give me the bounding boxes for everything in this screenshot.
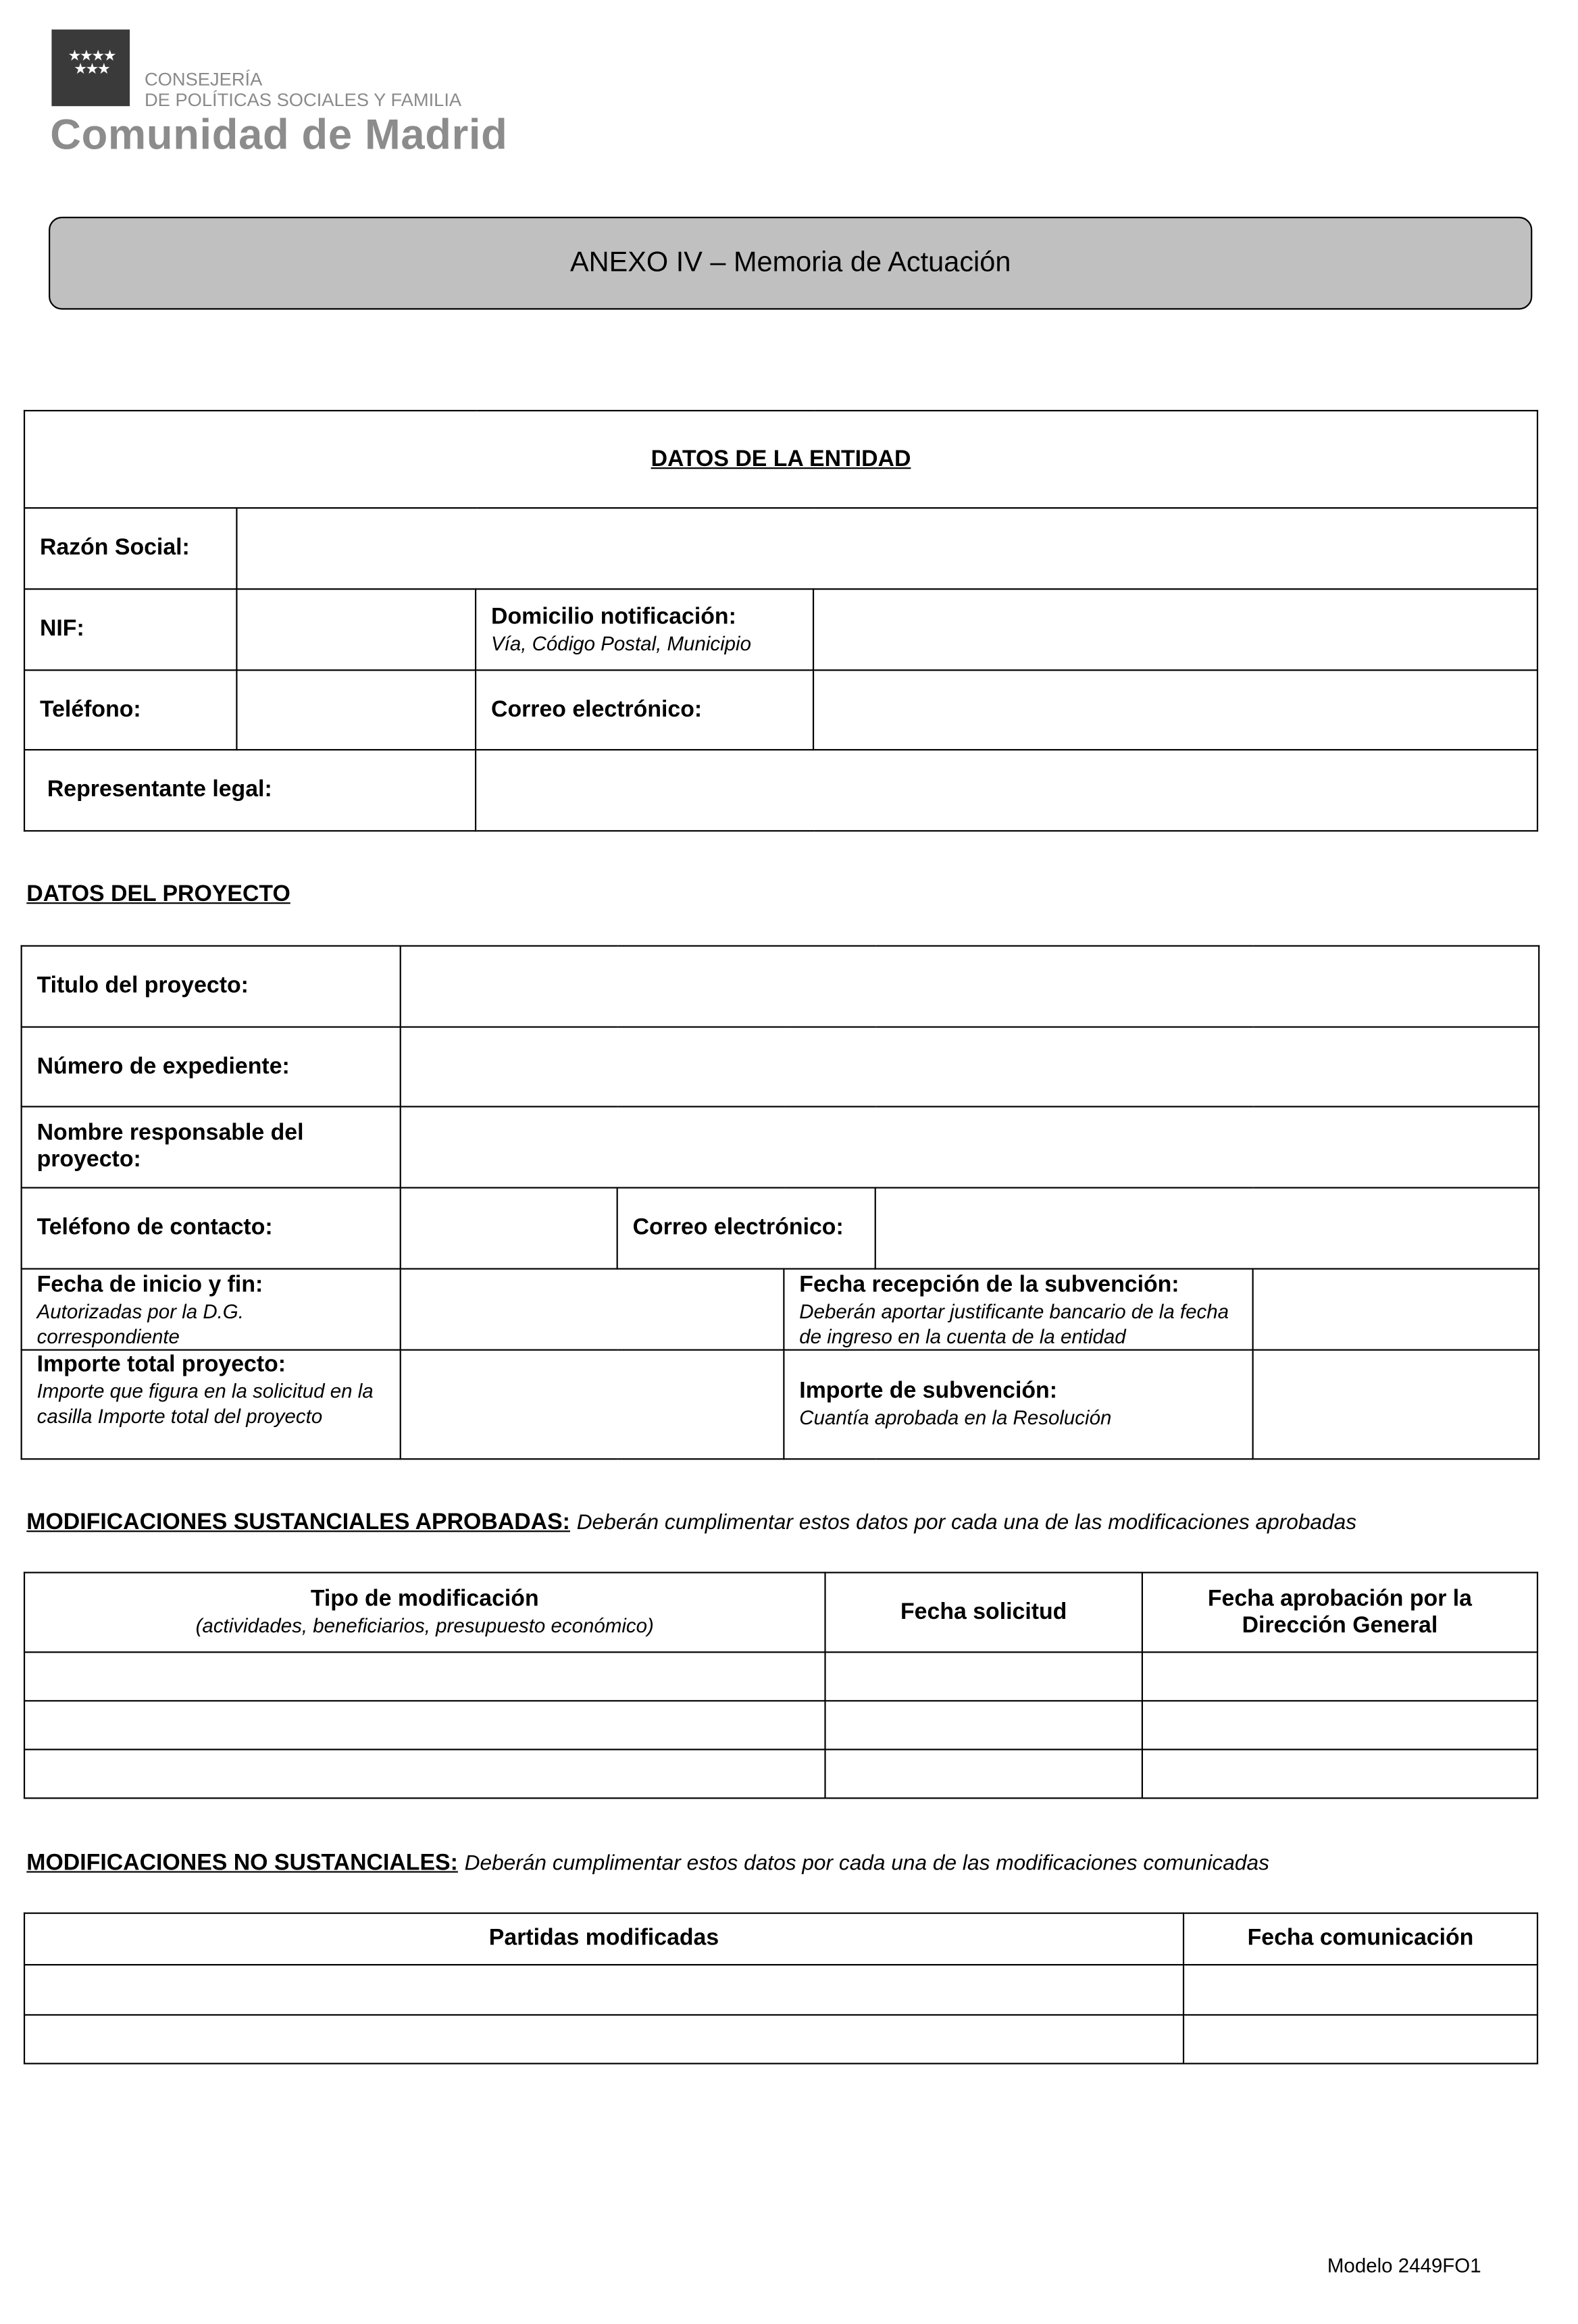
importe-total-label: Importe total proyecto: Importe que figura en la solicitud en la casilla Importe total del proyecto (22, 1350, 401, 1460)
table-row (24, 2015, 1537, 2063)
table-cell[interactable] (24, 1701, 825, 1749)
logo-line2: DE POLÍTICAS SOCIALES Y FAMILIA (144, 90, 462, 111)
proyecto-table (21, 945, 1540, 1460)
titulo-label: Titulo del proyecto: (22, 946, 401, 1027)
fecha-solicitud-header: Fecha solicitud (825, 1572, 1142, 1652)
representante-label: Representante legal: (24, 750, 476, 831)
nif-label: NIF: (24, 589, 236, 670)
partidas-header: Partidas modificadas (24, 1913, 1184, 1965)
table-cell[interactable] (24, 2015, 1184, 2063)
representante-field[interactable] (476, 750, 1537, 831)
table-row (24, 1652, 1537, 1701)
logo-wordmark: Comunidad de Madrid (50, 111, 508, 159)
importe-subvencion-field[interactable] (1253, 1350, 1539, 1460)
table-row (24, 1749, 1537, 1798)
logo-stars-icon: ★★★★ ★★★ (68, 49, 116, 78)
table-cell[interactable] (24, 1652, 825, 1701)
proyecto-heading: DATOS DEL PROYECTO (26, 881, 290, 907)
responsable-label: Nombre responsable del proyecto: (22, 1106, 401, 1187)
expediente-field[interactable] (401, 1027, 1539, 1107)
correo-field[interactable] (813, 670, 1537, 750)
domicilio-label: Domicilio notificación: Vía, Código Postal, Municipio (476, 589, 813, 670)
table-cell[interactable] (1184, 1965, 1537, 2015)
logo-line1: CONSEJERÍA (144, 69, 263, 91)
razon-social-label: Razón Social: (24, 508, 236, 589)
fecha-inicio-field[interactable] (401, 1269, 784, 1350)
table-cell[interactable] (1142, 1701, 1537, 1749)
domicilio-field[interactable] (813, 589, 1537, 670)
page-title: ANEXO IV – Memoria de Actuación (49, 217, 1532, 310)
nif-field[interactable] (236, 589, 476, 670)
table-cell[interactable] (1142, 1749, 1537, 1798)
titulo-field[interactable] (401, 946, 1539, 1027)
no-sustanciales-table (24, 1913, 1538, 2065)
tipo-modificacion-header: Tipo de modificación (actividades, beneficiarios, presupuesto económico) (24, 1572, 825, 1652)
table-row (24, 1965, 1537, 2015)
table-cell[interactable] (24, 1749, 825, 1798)
expediente-label: Número de expediente: (22, 1027, 401, 1107)
telefono-label: Teléfono: (24, 670, 236, 750)
table-cell[interactable] (825, 1749, 1142, 1798)
table-row (24, 1701, 1537, 1749)
telefono-contacto-label: Teléfono de contacto: (22, 1188, 401, 1269)
entidad-table (24, 410, 1538, 831)
fecha-comunicacion-header: Fecha comunicación (1184, 1913, 1537, 1965)
table-cell[interactable] (1184, 2015, 1537, 2063)
fecha-recepcion-label: Fecha recepción de la subvención: Deberán aportar justificante bancario de la fecha de ingreso en la cuenta de la entidad (784, 1269, 1252, 1350)
fecha-inicio-label: Fecha de inicio y fin: Autorizadas por la D.G. correspondiente (22, 1269, 401, 1350)
razon-social-field[interactable] (236, 508, 1537, 589)
importe-total-field[interactable] (401, 1350, 784, 1460)
telefono-contacto-field[interactable] (401, 1188, 617, 1269)
correo-label: Correo electrónico: (476, 670, 813, 750)
fecha-aprobacion-header: Fecha aprobación por la Dirección General (1142, 1572, 1537, 1652)
table-cell[interactable] (825, 1652, 1142, 1701)
correo-proyecto-field[interactable] (875, 1188, 1539, 1269)
fecha-recepcion-field[interactable] (1253, 1269, 1539, 1350)
importe-subvencion-label: Importe de subvención: Cuantía aprobada en la Resolución (784, 1350, 1252, 1460)
entidad-heading: DATOS DE LA ENTIDAD (24, 411, 1537, 508)
correo-proyecto-label: Correo electrónico: (617, 1188, 875, 1269)
table-cell[interactable] (825, 1701, 1142, 1749)
responsable-field[interactable] (401, 1106, 1539, 1187)
telefono-field[interactable] (236, 670, 476, 750)
sustanciales-table (24, 1572, 1538, 1799)
table-cell[interactable] (24, 1965, 1184, 2015)
table-cell[interactable] (1142, 1652, 1537, 1701)
logo-subtitle (145, 70, 461, 111)
no-sustanciales-heading: MODIFICACIONES NO SUSTANCIALES: Deberán cumplimentar estos datos por cada una de las modificaciones comunicadas (26, 1850, 1269, 1876)
form-model-code: Modelo 2449FO1 (1327, 2254, 1481, 2277)
sustanciales-heading: MODIFICACIONES SUSTANCIALES APROBADAS: Deberán cumplimentar estos datos por cada una de las modificaciones aprobadas (26, 1509, 1357, 1535)
